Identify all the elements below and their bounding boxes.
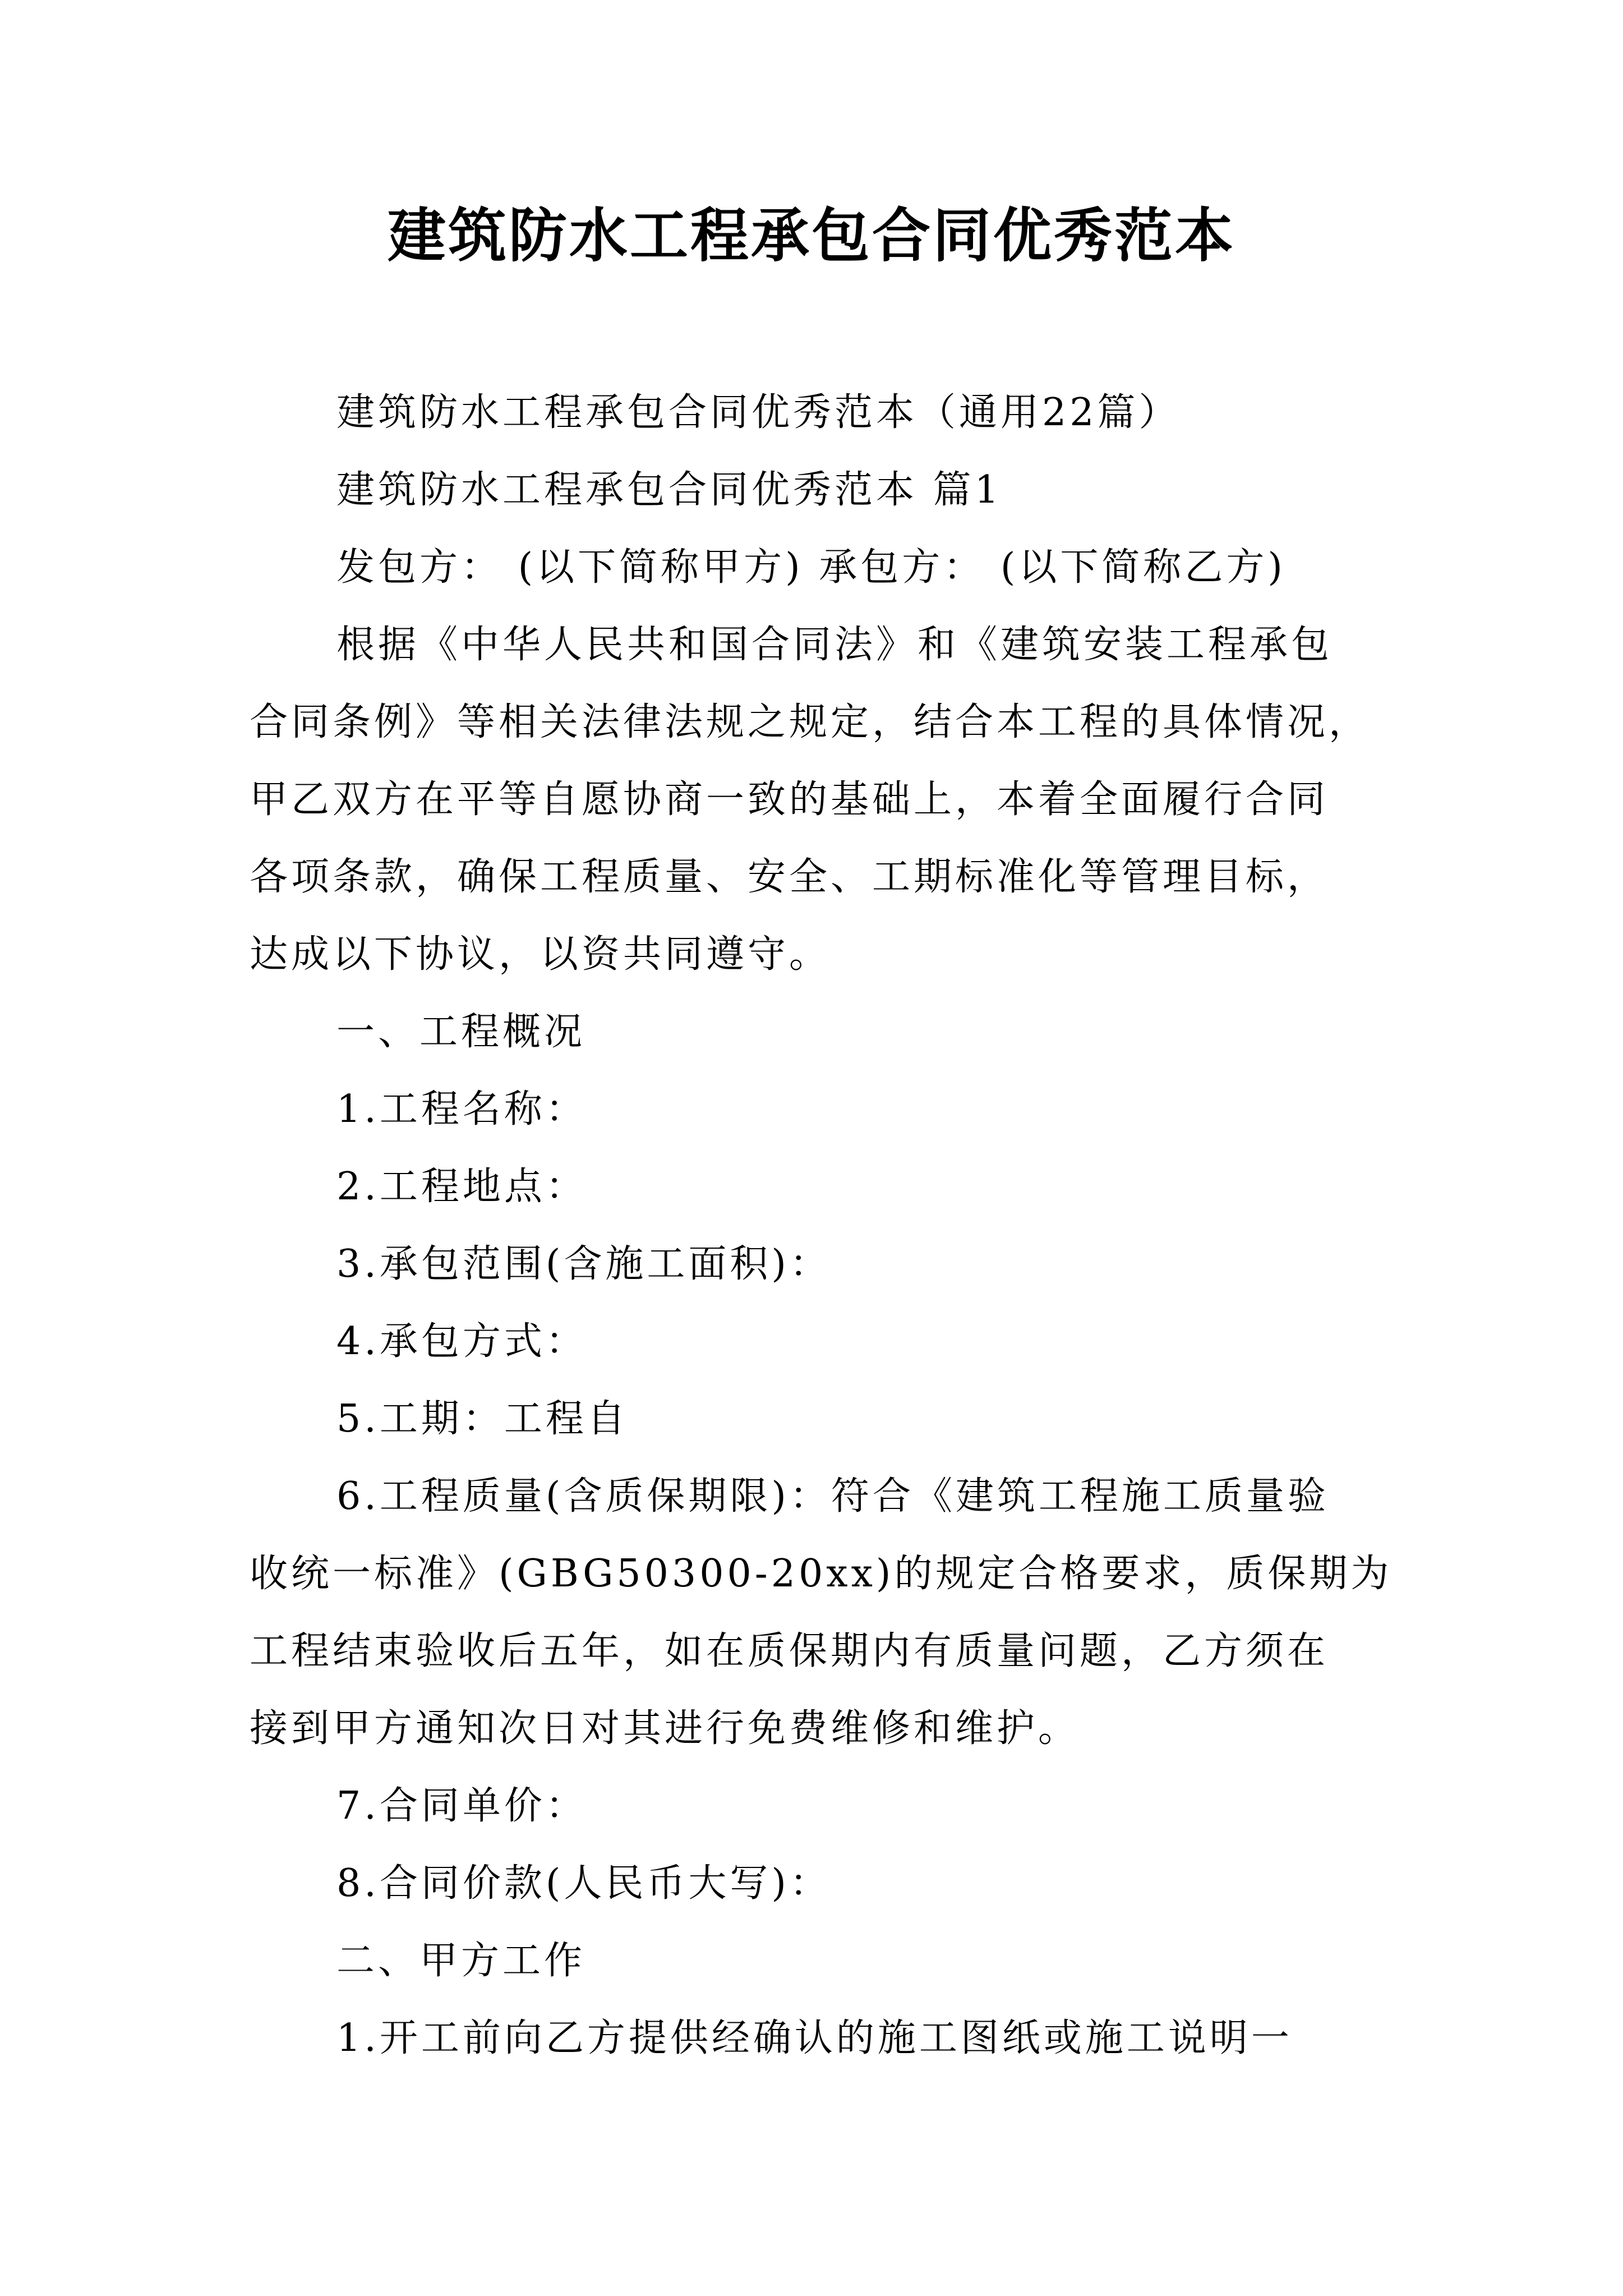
paragraph-line: 根据《中华人民共和国合同法》和《建筑安装工程承包 <box>336 623 1333 667</box>
list-item: 1.工程名称： <box>336 1087 587 1131</box>
list-item: 8.合同价款(人民币大写)： <box>336 1861 831 1906</box>
list-item: 3.承包范围(含施工面积)： <box>336 1242 831 1286</box>
paragraph-line: 收统一标准》(GBG50300-20xx)的规定合格要求，质保期为 <box>250 1552 1393 1596</box>
parties-line: 发包方： (以下简称甲方) 承包方： (以下简称乙方) <box>336 545 1286 590</box>
paragraph-line: 各项条款，确保工程质量、安全、工期标准化等管理目标， <box>250 855 1329 899</box>
section-heading-line: 一、工程概况 <box>336 1010 586 1054</box>
list-item: 7.合同单价： <box>336 1784 587 1828</box>
list-item: 6.工程质量(含质保期限)：符合《建筑工程施工质量验 <box>336 1474 1329 1519</box>
document-title: 建筑防水工程承包合同优秀范本 <box>387 201 1235 270</box>
list-item: 4.承包方式： <box>336 1319 587 1364</box>
paragraph-line: 接到甲方通知次日对其进行免费维修和维护。 <box>250 1706 1080 1751</box>
list-item: 2.工程地点： <box>336 1165 587 1209</box>
paragraph-line: 甲乙双方在平等自愿协商一致的基础上，本着全面履行合同 <box>250 777 1329 822</box>
section-heading-line: 二、甲方工作 <box>336 1939 586 1983</box>
section-heading-line: 建筑防水工程承包合同优秀范本 篇1 <box>336 468 1002 512</box>
list-item: 1.开工前向乙方提供经确认的施工图纸或施工说明一 <box>336 2016 1293 2060</box>
paragraph-line: 达成以下协议，以资共同遵守。 <box>250 932 831 977</box>
list-item: 5.工期：工程自 <box>336 1397 629 1441</box>
subtitle-line: 建筑防水工程承包合同优秀范本（通用22篇） <box>336 390 1181 435</box>
paragraph-line: 合同条例》等相关法律法规之规定，结合本工程的具体情况， <box>250 700 1371 744</box>
paragraph-line: 工程结束验收后五年，如在质保期内有质量问题，乙方须在 <box>250 1629 1329 1673</box>
